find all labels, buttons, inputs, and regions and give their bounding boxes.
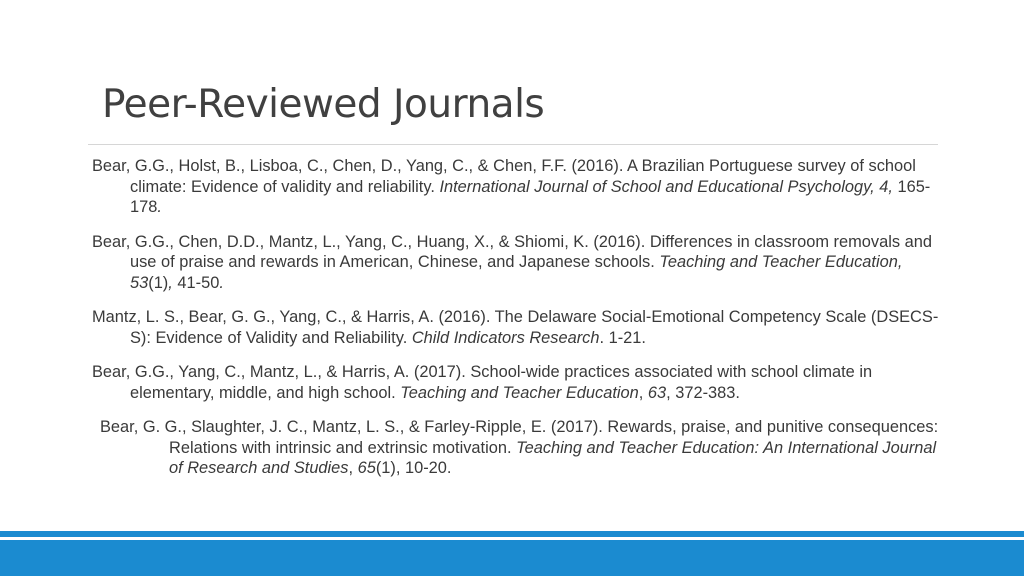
reference-pages: . 1-21. [599, 328, 646, 347]
reference-item [92, 156, 942, 218]
reference-sep: , [348, 459, 358, 477]
reference-pages: 41-50 [172, 273, 220, 292]
journal-title: Teaching and Teacher Education: An International Journal of Research and Studies [169, 438, 937, 477]
reference-sep: , [638, 383, 648, 402]
reference-citation: Bear, G.G., Yang, C., Mantz, L., & Harris, A. (2017). School-wide practices associated with school climate in elementary, middle, and high school. [92, 363, 873, 402]
journal-title: International Journal of School and Educational Psychology, 4, [439, 177, 893, 196]
reference-item [92, 307, 942, 348]
reference-end: . [219, 273, 224, 292]
title-divider [88, 144, 938, 145]
footer-accent-line [0, 531, 1024, 537]
journal-title: Child Indicators Research [411, 328, 600, 347]
journal-title: Teaching and Teacher Education, 53 [130, 253, 903, 292]
reference-comma: , [168, 273, 173, 292]
reference-pages: (1), 10-20. [375, 459, 452, 477]
reference-item [92, 362, 942, 403]
reference-citation: Bear, G.G., Chen, D.D., Mantz, L., Yang, C., Huang, X., & Shiomi, K. (2016). Differences in classroom removals and use of praise and rewards in American, Chinese, and Japanese schools. [92, 232, 932, 271]
reference-item [92, 232, 942, 294]
reference-citation: Mantz, L. S., Bear, G. G., Yang, C., & Harris, A. (2016). The Delaware Social-Emotional Competency Scale (DSECS-S): Evidence of Validity and Reliability. [92, 308, 939, 347]
footer-accent-band [0, 540, 1024, 576]
reference-item [92, 417, 942, 479]
reference-end: . [157, 198, 162, 216]
slide-title: Peer-Reviewed Journals [102, 82, 545, 127]
reference-volume: 65 [357, 459, 376, 477]
reference-pages: , 372-383. [666, 383, 740, 402]
reference-list [92, 156, 942, 493]
journal-title: Teaching and Teacher Education [400, 383, 639, 402]
reference-issue: (1) [148, 273, 169, 292]
reference-citation: Bear, G.G., Holst, B., Lisboa, C., Chen, D., Yang, C., & Chen, F.F. (2016). A Brazilian Portuguese survey of school climate: Evidence of validity and reliability. [92, 157, 916, 196]
reference-citation: Bear, G. G., Slaughter, J. C., Mantz, L. S., & Farley-Ripple, E. (2017). Rewards, praise, and punitive consequences: Relations with intrinsic and extrinsic motivation. [100, 418, 939, 457]
reference-volume: 63 [647, 383, 667, 402]
reference-pages: 165-178 [130, 177, 931, 216]
